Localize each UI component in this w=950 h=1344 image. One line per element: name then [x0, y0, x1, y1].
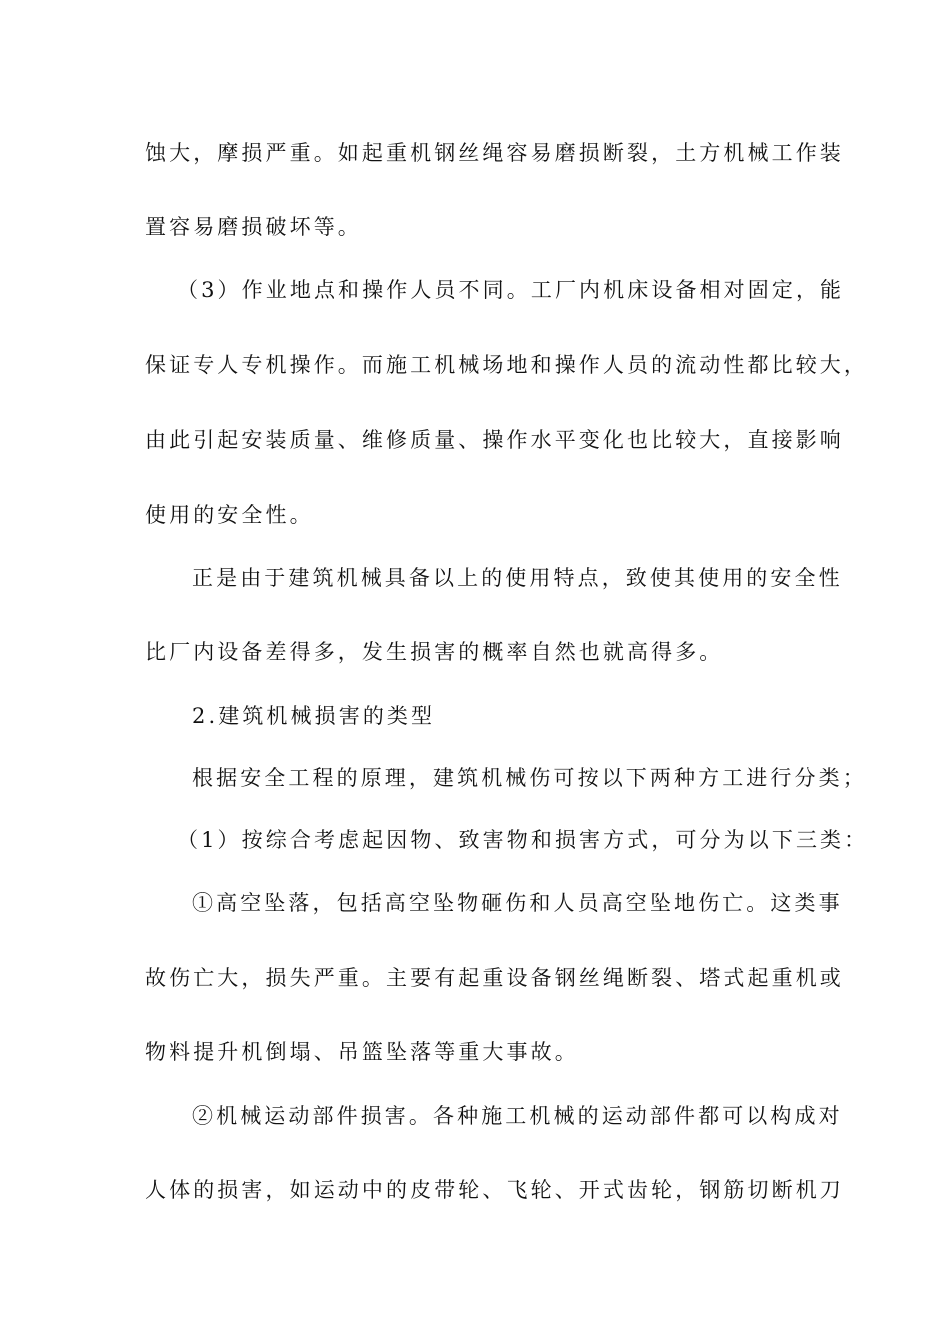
paragraph-line: ②机械运动部件损害。各种施工机械的运动部件都可以构成对 — [192, 1104, 843, 1128]
paragraph-line: 置容易磨损破坏等。 — [145, 215, 362, 239]
paragraph-line: ①高空坠落，包括高空坠物砸伤和人员高空坠地伤亡。这类事 — [192, 891, 843, 915]
paragraph-line: 比厂内设备差得多，发生损害的概率自然也就高得多。 — [145, 640, 724, 664]
paragraph-line: 正是由于建筑机械具备以上的使用特点，致使其使用的安全性 — [192, 566, 843, 590]
paragraph-line: 故伤亡大，损失严重。主要有起重设备钢丝绳断裂、塔式起重机或 — [145, 966, 844, 990]
paragraph-line: （1）按综合考虑起因物、致害物和损害方式，可分为以下三类： — [177, 828, 869, 852]
paragraph-line: 根据安全工程的原理，建筑机械伤可按以下两种方工进行分类； — [192, 766, 867, 790]
paragraph-line: 由此引起安装质量、维修质量、操作水平变化也比较大，直接影响 — [145, 428, 844, 452]
paragraph-line: 保证专人专机操作。而施工机械场地和操作人员的流动性都比较大， — [145, 353, 868, 377]
paragraph-line: 物料提升机倒塌、吊篮坠落等重大事故。 — [145, 1040, 579, 1064]
section-heading: 2.建筑机械损害的类型 — [192, 704, 436, 728]
paragraph-line: 人体的损害，如运动中的皮带轮、飞轮、开式齿轮，钢筋切断机刀 — [145, 1178, 844, 1202]
paragraph-line: （3）作业地点和操作人员不同。工厂内机床设备相对固定，能 — [177, 278, 845, 302]
paragraph-line: 蚀大，摩损严重。如起重机钢丝绳容易磨损断裂，土方机械工作装 — [145, 141, 844, 165]
paragraph-line: 使用的安全性。 — [145, 503, 314, 527]
